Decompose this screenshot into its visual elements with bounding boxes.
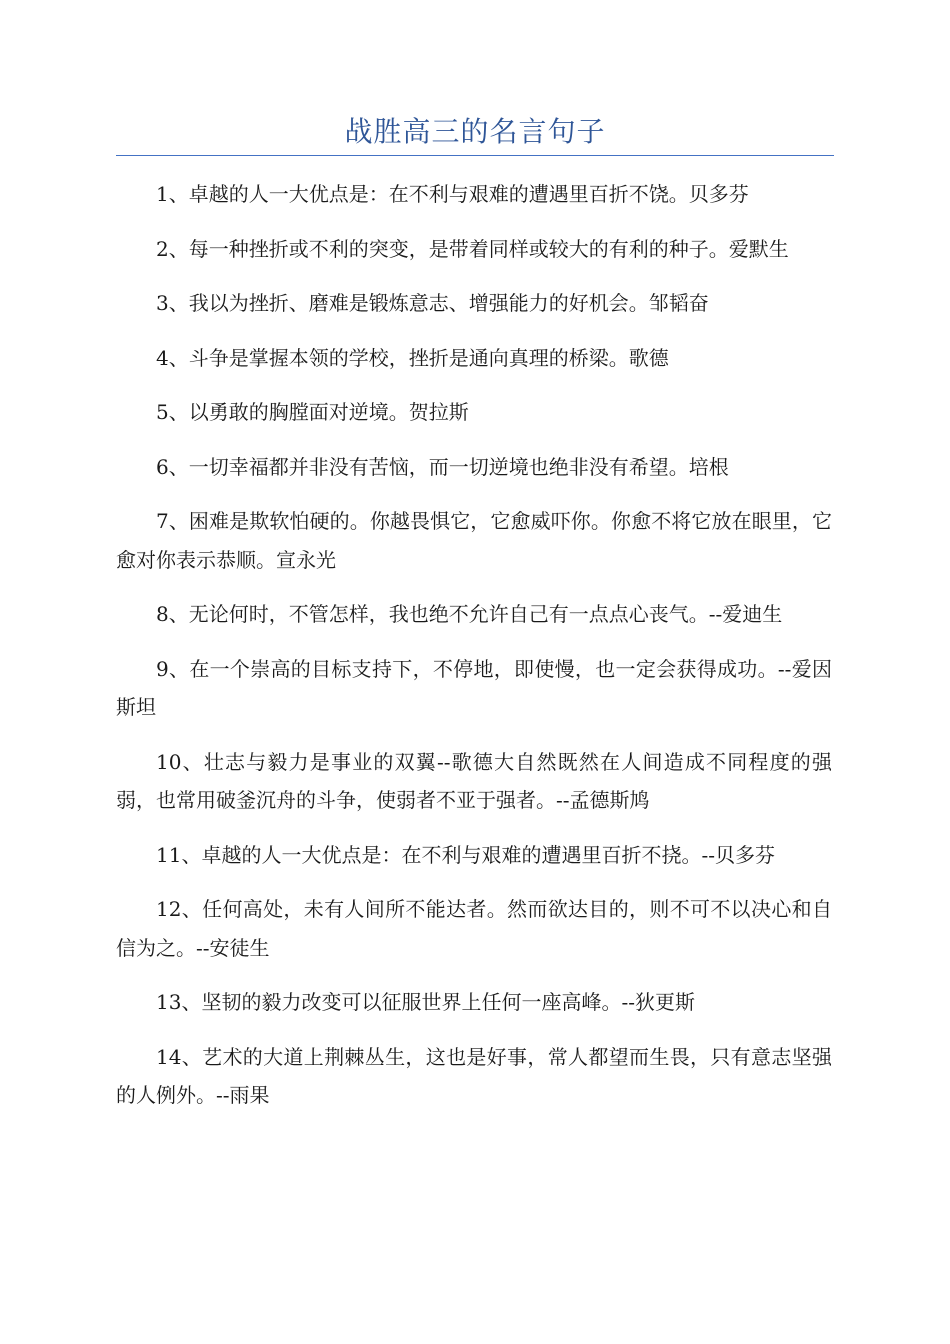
quote-paragraph: 13、坚韧的毅力改变可以征服世界上任何一座高峰。--狄更斯 [156, 990, 695, 1014]
quote-paragraph: 11、卓越的人一大优点是：在不利与艰难的遭遇里百折不挠。--贝多芬 [156, 842, 775, 867]
quote-paragraph: 5、以勇敢的胸膛面对逆境。贺拉斯 [156, 400, 469, 424]
quote-paragraph: 14、艺术的大道上荆棘丛生，这也是好事，常人都望而生畏，只有意志坚强的人例外。--雨果 [116, 1044, 832, 1107]
document-body [116, 175, 832, 1131]
document-title: 战胜高三的名言句子 [344, 115, 606, 148]
quote-paragraph: 1、卓越的人一大优点是：在不利与艰难的遭遇里百折不饶。贝多芬 [156, 182, 749, 206]
quote-paragraph: 10、壮志与毅力是事业的双翼--歌德大自然既然在人间造成不同程度的强弱，也常用破釜沉舟的斗争，使弱者不亚于强者。--孟德斯鸠 [116, 749, 832, 812]
quote-paragraph: 7、困难是欺软怕硬的。你越畏惧它，它愈威吓你。你愈不将它放在眼里，它愈对你表示恭顺。宣永光 [116, 509, 832, 572]
quote-paragraph: 12、任何高处，未有人间所不能达者。然而欲达目的，则不可不以决心和自信为之。--安徒生 [116, 897, 832, 960]
quote-paragraph: 9、在一个崇高的目标支持下，不停地，即使慢，也一定会获得成功。--爱因斯坦 [116, 656, 832, 719]
quote-paragraph: 4、斗争是掌握本领的学校，挫折是通向真理的桥梁。歌德 [156, 345, 669, 370]
quote-paragraph: 3、我以为挫折、磨难是锻炼意志、增强能力的好机会。邹韬奋 [156, 291, 709, 315]
title-underline [116, 155, 834, 156]
quote-paragraph: 6、一切幸福都并非没有苦恼，而一切逆境也绝非没有希望。培根 [156, 454, 729, 479]
quote-paragraph: 8、无论何时，不管怎样，我也绝不允许自己有一点点心丧气。--爱迪生 [156, 602, 783, 626]
quote-paragraph: 2、每一种挫折或不利的突变，是带着同样或较大的有利的种子。爱默生 [156, 236, 789, 261]
